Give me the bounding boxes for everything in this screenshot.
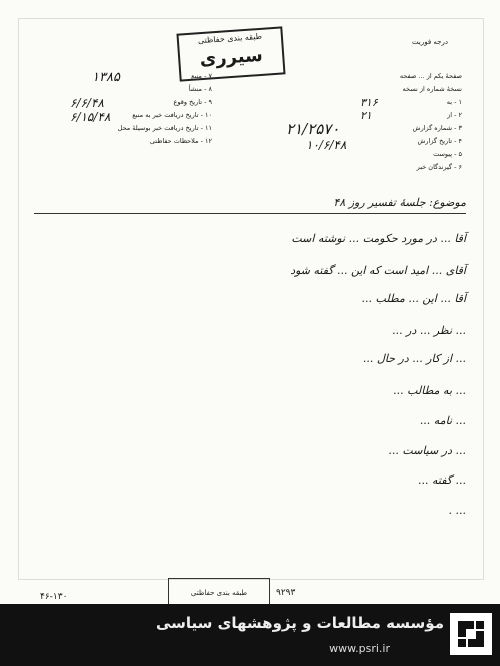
- footer-bar: [0, 604, 500, 666]
- body-line-4: ... نظر ... در ...: [392, 324, 466, 337]
- body-line-3: آقا ... این ... مطلب ...: [361, 292, 466, 305]
- hw-number-1: ۱۳۸۵: [92, 70, 120, 85]
- hw-number-6: ۲۱/۲۵۷۰: [286, 120, 340, 138]
- hw-number-2: ۶/۶/۴۸: [70, 96, 104, 110]
- header-left-5: ۱۱ - تاریخ دریافت خبر بوسیلهٔ محل: [117, 124, 212, 132]
- corner-number: ۴۶-۱۳۰: [40, 592, 68, 602]
- body-line-1: آقا ... در مورد حکومت ... نوشته است: [291, 232, 466, 245]
- protection-seal: طبقه بندی حفاظتی: [168, 578, 270, 608]
- header-right-2: نسخهٔ شماره از نسخه: [402, 85, 462, 93]
- hw-number-5: ۲۱: [360, 109, 372, 122]
- header-right-7: ۵ - پیوست: [433, 150, 462, 158]
- hw-number-3: ۶/۱۵/۴۸: [70, 110, 111, 124]
- institute-logo-icon: [450, 613, 492, 655]
- body-line-8: ... در سیاست ...: [388, 444, 466, 457]
- bottom-number: ۹۲۹۳: [276, 588, 296, 598]
- subject-underline: [34, 213, 466, 214]
- header-right-5: ۳ - شماره گزارش: [412, 124, 462, 132]
- stamp-top-text: طبقه بندی حفاظتی: [197, 31, 263, 46]
- subject-line: موضوع: جلسهٔ تفسیر روز ۴۸: [333, 196, 466, 209]
- hw-number-4: ۳۱۶: [360, 96, 378, 109]
- urgency-label: درجه فوریت: [412, 38, 448, 46]
- header-left-1: ۷ - منبع: [191, 72, 212, 80]
- footer-url: www.psri.ir: [329, 642, 390, 655]
- header-left-6: ۱۲ - ملاحظات حفاظتی: [149, 137, 212, 145]
- header-right-6: ۴ - تاریخ گزارش: [417, 137, 462, 145]
- hw-number-7: ۱۰/۶/۴۸: [306, 138, 347, 152]
- header-right-8: ۶ - گیرندگان خبر: [416, 163, 462, 171]
- footer-title: مؤسسه مطالعات و پژوهشهای سیاسی: [155, 614, 444, 632]
- header-right-3: ۱ - به: [446, 98, 462, 106]
- body-line-9: ... گفته ...: [418, 474, 466, 487]
- body-line-10: ... .: [448, 504, 466, 517]
- header-left-4: ۱۰ - تاریخ دریافت خبر به منبع: [132, 111, 212, 119]
- body-line-6: ... به مطالب ...: [393, 384, 466, 397]
- header-right-4: ۲ - از: [447, 111, 462, 119]
- stamp-main-text: سیرری: [199, 44, 264, 71]
- body-line-2: آقای ... امید است که این ... گفته شود: [290, 264, 466, 277]
- header-left-3: ۹ - تاریخ وقوع: [173, 98, 212, 106]
- body-line-5: ... از کار ... در حال ...: [362, 352, 466, 365]
- header-left-2: ۸ - منشأ: [188, 85, 212, 93]
- body-line-7: ... نامه ...: [419, 414, 466, 427]
- header-right-1: صفحهٔ یکم از ... صفحه: [399, 72, 462, 80]
